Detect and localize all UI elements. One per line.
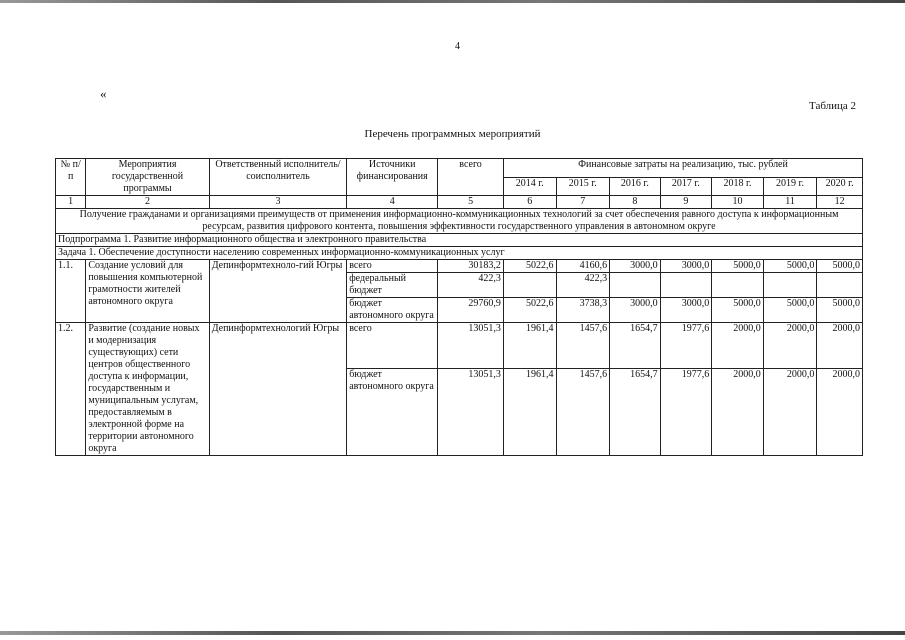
year-value: 4160,6 — [556, 260, 610, 273]
column-number-row — [56, 196, 863, 209]
year-value: 3738,3 — [556, 298, 610, 323]
funding-source: бюджет автономного округа — [347, 298, 438, 323]
header-no: № п/п — [56, 159, 86, 196]
year-value — [763, 273, 817, 298]
header-year: 2017 г. — [660, 177, 712, 196]
program-goal: Получение гражданами и организациями преимуществ от применения информационно-коммуникационных технологий за счет обеспечения равного доступа к информационным ресурсам, развития цифрового контента, повышения эффективности государственного управления в автономном округе — [56, 209, 863, 234]
funding-source: всего — [347, 260, 438, 273]
header-year: 2016 г. — [610, 177, 661, 196]
year-value — [817, 273, 863, 298]
activity-number: 1.2. — [56, 323, 86, 456]
column-number: 2 — [86, 196, 209, 209]
year-value — [660, 273, 712, 298]
header-year: 2019 г. — [763, 177, 817, 196]
year-value: 1457,6 — [556, 323, 610, 369]
column-number: 7 — [556, 196, 610, 209]
year-value: 2000,0 — [817, 368, 863, 456]
year-value: 3000,0 — [610, 260, 661, 273]
header-total: всего — [438, 159, 504, 196]
year-value: 2000,0 — [712, 368, 764, 456]
year-value: 5022,6 — [503, 298, 556, 323]
activity-executor: Депинформтехнологий Югры — [209, 323, 347, 456]
total-value: 422,3 — [438, 273, 504, 298]
column-number: 4 — [347, 196, 438, 209]
header-year: 2018 г. — [712, 177, 764, 196]
year-value — [610, 273, 661, 298]
column-number: 9 — [660, 196, 712, 209]
header-year: 2020 г. — [817, 177, 863, 196]
task-row — [56, 247, 863, 260]
column-number: 8 — [610, 196, 661, 209]
subprogram-title: Подпрограмма 1. Развитие информационного общества и электронного правительства — [56, 234, 863, 247]
funding-source: всего — [347, 323, 438, 369]
page-number: 4 — [455, 41, 460, 52]
funding-source: федеральный бюджет — [347, 273, 438, 298]
year-value: 3000,0 — [660, 298, 712, 323]
header-row-1 — [56, 159, 863, 178]
year-value — [503, 273, 556, 298]
activity-executor: Депинформтехноло-гий Югры — [209, 260, 347, 323]
header-executor: Ответственный исполнитель/соисполнитель — [209, 159, 347, 196]
header-activity: Мероприятия государственной программы — [86, 159, 209, 196]
activity-name: Развитие (создание новых и модернизация существующих) сети центров общественного доступа к информации, государственным и муниципальным услугам, предоставляемым в электронной форме на территории автономного округа — [86, 323, 209, 456]
year-value: 5000,0 — [763, 298, 817, 323]
year-value: 2000,0 — [712, 323, 764, 369]
header-year: 2014 г. — [503, 177, 556, 196]
column-number: 12 — [817, 196, 863, 209]
year-value: 1961,4 — [503, 368, 556, 456]
scan-edge-bottom — [0, 631, 905, 635]
year-value: 2000,0 — [763, 323, 817, 369]
header-source: Источники финансирования — [347, 159, 438, 196]
year-value: 1961,4 — [503, 323, 556, 369]
year-value: 422,3 — [556, 273, 610, 298]
year-value: 3000,0 — [610, 298, 661, 323]
funding-source: бюджет автономного округа — [347, 368, 438, 456]
table-label: Таблица 2 — [809, 100, 857, 112]
opening-quote: « — [100, 86, 107, 101]
header-costs: Финансовые затраты на реализацию, тыс. рублей — [503, 159, 862, 178]
year-value: 1654,7 — [610, 323, 661, 369]
year-value: 5000,0 — [817, 260, 863, 273]
document-title: Перечень программных мероприятий — [364, 128, 541, 140]
year-value: 1457,6 — [556, 368, 610, 456]
column-number: 5 — [438, 196, 504, 209]
activity-name: Создание условий для повышения компьютерной грамотности жителей автономного округа — [86, 260, 209, 323]
year-value: 5022,6 — [503, 260, 556, 273]
task-title: Задача 1. Обеспечение доступности населению современных информационно-коммуникационных услуг — [56, 247, 863, 260]
column-number: 6 — [503, 196, 556, 209]
year-value: 2000,0 — [817, 323, 863, 369]
column-number: 10 — [712, 196, 764, 209]
total-value: 13051,3 — [438, 368, 504, 456]
table-row — [56, 323, 863, 369]
column-number: 3 — [209, 196, 347, 209]
total-value: 29760,9 — [438, 298, 504, 323]
year-value: 2000,0 — [763, 368, 817, 456]
year-value — [712, 273, 764, 298]
year-value: 1654,7 — [610, 368, 661, 456]
year-value: 5000,0 — [712, 260, 764, 273]
total-value: 13051,3 — [438, 323, 504, 369]
year-value: 5000,0 — [712, 298, 764, 323]
column-number: 11 — [763, 196, 817, 209]
year-value: 1977,6 — [660, 368, 712, 456]
program-activities-table — [55, 158, 863, 456]
scan-edge-top — [0, 0, 905, 3]
total-value: 30183,2 — [438, 260, 504, 273]
year-value: 5000,0 — [817, 298, 863, 323]
activity-number: 1.1. — [56, 260, 86, 323]
year-value: 1977,6 — [660, 323, 712, 369]
year-value: 5000,0 — [763, 260, 817, 273]
year-value: 3000,0 — [660, 260, 712, 273]
column-number: 1 — [56, 196, 86, 209]
subprogram-row — [56, 234, 863, 247]
table-row — [56, 260, 863, 273]
goal-row — [56, 209, 863, 234]
header-year: 2015 г. — [556, 177, 610, 196]
